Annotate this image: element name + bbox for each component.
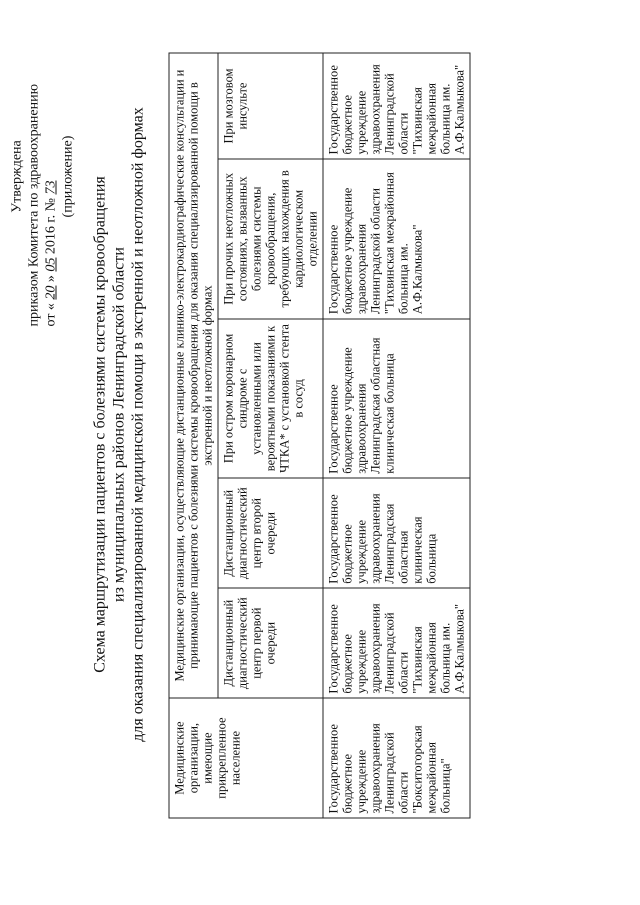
document-title [91,65,148,785]
subheader-first-queue: Дистанционный диагностический центр первой очереди [218,588,323,698]
date-month: 05 [43,257,59,272]
date-year: 2016 г. № [43,198,59,255]
title-line-2: из муниципальных районов Ленинградской области [110,247,128,602]
approval-line-appendix: (приложение) [60,135,76,218]
order-number: 73 [43,180,59,195]
approval-line-approved: Утверждена [9,140,25,213]
approval-line-order: приказом Комитета по здравоохранению [26,83,42,327]
subheader-second-queue: Дистанционный диагностический центр второй очереди [218,478,323,588]
subheader-other-urgent: При прочих неотложных состояниях, вызванных болезнями системы кровообращения, требующих нахождения в кардиологическом отделении [218,159,323,319]
title-line-1: Схема маршрутизации пациентов с болезнями системы кровообращения [91,176,109,673]
subheader-stroke: При мозговом инсульте [218,53,323,159]
approval-block [9,27,77,327]
cell-second-queue: Государственное бюджетное учреждение здравоохранения Ленинградская областная клиническая больница [323,478,470,588]
cell-attached-organization: Государственное бюджетное учреждение здравоохранения Ленинградской области "Бокситогорская межрайонная больница" [323,698,470,818]
cell-stroke: Государственное бюджетное учреждение здравоохранения Ленинградской области "Тихвинская межрайонная больница им. А.Ф.Калмыкова" [323,53,470,159]
date-prefix: от « [43,303,59,327]
approval-line-date [43,27,60,327]
document-page [1,0,640,905]
header-consulting-organizations: Медицинские организации, осуществляющие дистанционные клинико-электрокардиографические консультации и принимающие пациентов с болезнями системы кровообращения для оказания специализированной помощи в экстренной и неотложной формах [169,53,218,698]
cell-other-urgent: Государственное бюджетное учреждение здравоохранения Ленинградской области "Тихвинская межрайонная больница им. А.Ф.Калмыкова" [323,159,470,319]
title-line-3: для оказания специализированной медицинской помощи в экстренной и неотложной формах [129,107,147,742]
cell-acute-coronary: Государственное бюджетное учреждение здравоохранения Ленинградская областная клиническая больница [323,319,470,479]
date-mid: » [43,275,59,283]
date-day: 20 [43,285,59,300]
table-header-row [169,53,218,818]
table-row [323,53,470,818]
routing-table [169,53,471,819]
subheader-acute-coronary: При остром коронарном синдроме с установленными или вероятными показаниями к ЧТКА* с установкой стента в сосуд [218,319,323,479]
cell-first-queue: Государственное бюджетное учреждение здравоохранения Ленинградской области "Тихвинская межрайонная больница им. А.Ф.Калмыкова" [323,588,470,698]
header-attached-population: Медицинские организации, имеющие прикрепленное население [169,698,323,818]
